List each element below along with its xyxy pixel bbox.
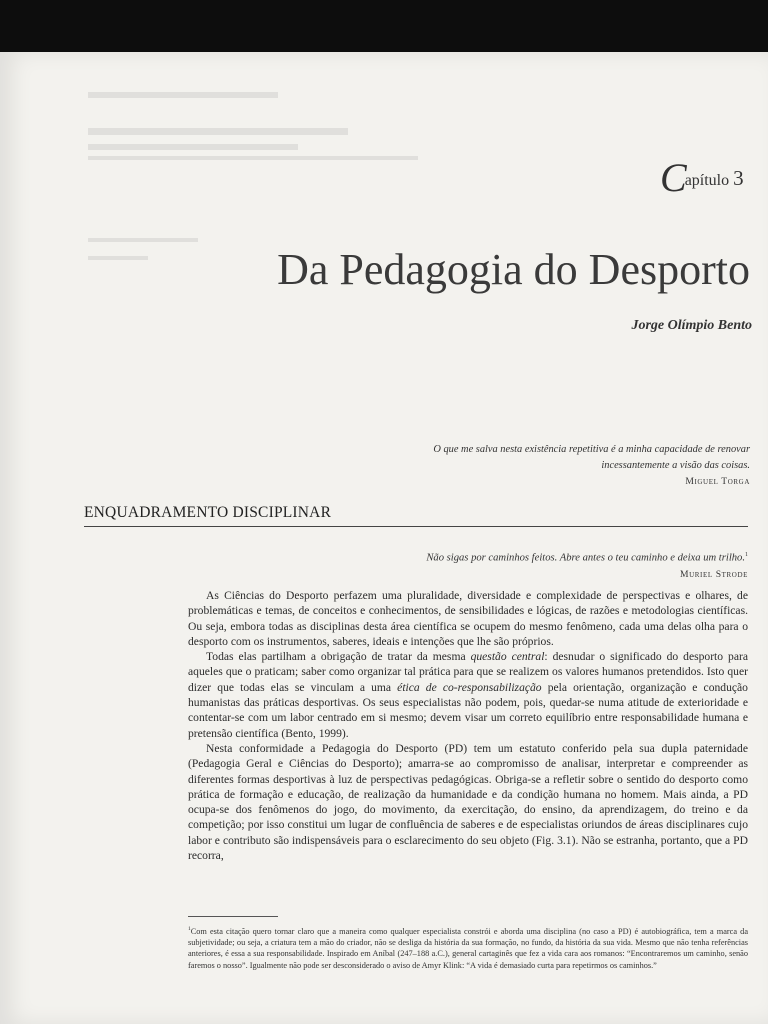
emphasis: ética de co-responsabilização bbox=[397, 680, 542, 694]
footnote-ref: 1 bbox=[745, 552, 748, 558]
text-run: Todas elas partilham a obrigação de tratar da mesma bbox=[206, 650, 471, 664]
section-heading: ENQUADRAMENTO DISCIPLINAR bbox=[84, 504, 332, 521]
bleed-through-mark bbox=[88, 128, 348, 135]
bleed-through-mark bbox=[88, 156, 418, 160]
footnote-marker: 1 bbox=[188, 926, 191, 932]
section-divider bbox=[84, 526, 748, 527]
paragraph-1: As Ciências do Desporto perfazem uma pluralidade, diversidade e complexidade de perspectivas e olhares, de problemáticas e temas, de conceitos e conhecimentos, de sensibilidades e lógicas, de razões e metodologias científicas. Ou seja, embora todas as disciplinas desta área científica se ocupem do mesmo fenômeno, cada uma delas olha para o desporto com os instrumentos, saberes, ideais e intenções que lhe são próprios. bbox=[188, 589, 748, 648]
bleed-through-mark bbox=[88, 238, 198, 242]
footnote-divider bbox=[188, 916, 278, 917]
epigraph-strode bbox=[328, 547, 748, 583]
text-run: pela orientação, organização e condução humanistas das práticas desportivas. Os seus especialistas não podem, pois, quedar-se numa atitude de exterioridade e contentar-se com um labor centrado em si mesmo; devem visar um correto equilíbrio entre responsabilidade humana e pretensão científica (Bento, 1999). bbox=[188, 680, 748, 740]
footnote bbox=[188, 924, 748, 971]
bleed-through-mark bbox=[88, 144, 298, 150]
epigraph-quote: Não sigas por caminhos feitos. Abre antes o teu caminho e deixa um trilho. bbox=[426, 552, 745, 564]
epigraph-quote: O que me salva nesta existência repetitiva é a minha capacidade de renovar incessantemente a visão das coisas. bbox=[433, 444, 750, 471]
emphasis: questão central bbox=[470, 650, 545, 664]
author-name: Jorge Olímpio Bento bbox=[631, 318, 752, 333]
paragraph-3: Nesta conformidade a Pedagogia do Desporto (PD) tem um estatuto conferido pela sua dupla paternidade (Pedagogia Geral e Ciências do Desporto); amarra-se ao compromisso de analisar, interpretar e compreender as diferentes formas desportivas à luz de perspectivas pedagógicas. Obriga-se a refletir sobre o sentido do desporto como prática de formação e educação, de realização da humanidade e da condição humana no homem. Mais ainda, a PD ocupa-se dos fenômenos do jogo, do movimento, da exercitação, do ensino, da aprendizagem, do treino e da competição; por isso constitui um lugar de confluência de saberes e de especialistas oriundos de áreas disciplinares cujo labor e contributo são indispensáveis para o esclarecimento do seu objeto (Fig. 3.1). Não se estranha, portanto, que a PD recorra, bbox=[188, 741, 748, 863]
paragraph-2 bbox=[188, 649, 748, 741]
epigraph-source: Muriel Strode bbox=[679, 568, 748, 580]
text-run: : desnudar o significado do desporto para aqueles que o praticam; saber como organizar tal prática para que se realizem os valores humanos pretendidos. Isto quer dizer que todas elas se vinculam a uma bbox=[188, 650, 748, 694]
book-page bbox=[0, 52, 768, 1024]
body-text bbox=[188, 588, 748, 863]
chapter-title: Da Pedagogia do Desporto bbox=[277, 245, 750, 294]
epigraph-source: Miguel Torga bbox=[685, 476, 750, 487]
bleed-through-mark bbox=[88, 92, 278, 98]
bleed-through-mark bbox=[88, 256, 148, 260]
footnote-text: Com esta citação quero tornar claro que a maneira como qualquer especialista constrói e aborda uma disciplina (no caso a PD) é autobiográfica, tem a marca da subjetividade; ou seja, a criatura tem a mão do criador, não se desliga da história da sua formação, no fundo, da história da sua vida. Mesmo que não tenha referências anteriores, é essa a sua responsabilidade. Inspirado em Aníbal (247–188 a.C.), general cartaginês que fez a vida cara aos romanos: “Encontraremos um caminho, senão faremos o nosso”. Igualmente não pode ser desconsiderado o aviso de Amyr Klink: “A vida é demasiado curta para repetirmos os caminhos.” bbox=[188, 926, 748, 970]
epigraph-torga bbox=[420, 442, 750, 490]
chapter-word: apítulo bbox=[684, 172, 730, 189]
chapter-label bbox=[660, 154, 744, 201]
chapter-initial: C bbox=[660, 155, 685, 200]
chapter-number: 3 bbox=[733, 166, 744, 190]
